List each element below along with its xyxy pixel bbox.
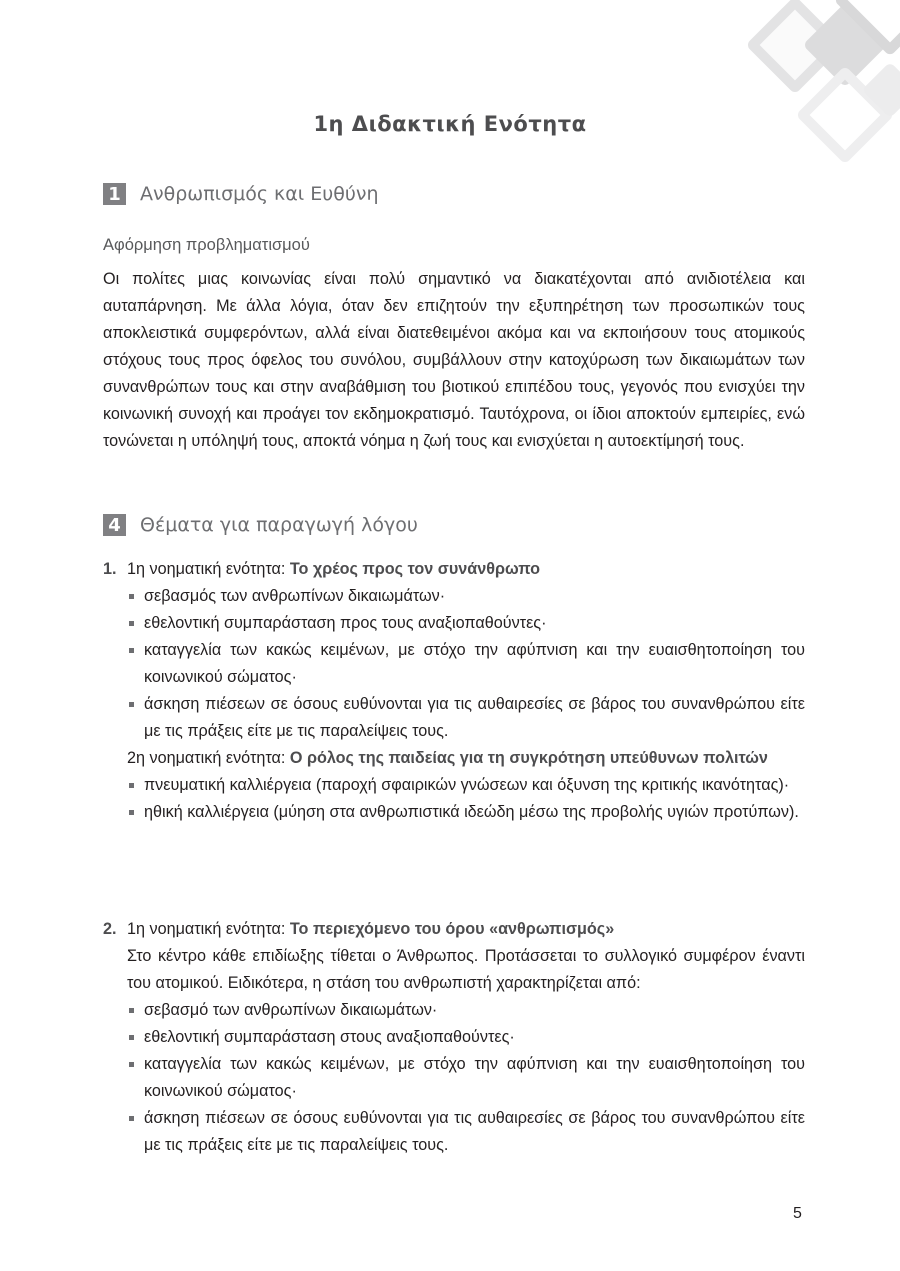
topic-item-1 [103,556,805,826]
item-number: 1. [103,560,117,578]
list-item: άσκηση πιέσεων σε όσους ευθύνονται για τις αυθαιρεσίες σε βάρος του συνανθρώπου είτε με τις πράξεις είτε με τις παραλείψεις τους. [127,1105,805,1159]
section-number-badge: 1 [103,183,126,205]
section-title: Θέματα για παραγωγή λόγου [140,514,418,536]
unit-label: 1η νοηματική ενότητα: [127,560,290,578]
section-title: Ανθρωπισμός και Ευθύνη [140,183,379,205]
list-item: πνευματική καλλιέργεια (παροχή σφαιρικών γνώσεων και όξυνση της κριτικής ικανότητας)· [127,772,805,799]
unit-label: 1η νοηματική ενότητα: [127,920,290,938]
list-item: ηθική καλλιέργεια (μύηση στα ανθρωπιστικά ιδεώδη μέσω της προβολής υγιών προτύπων). [127,799,805,826]
section-number-badge: 4 [103,514,126,536]
intro-paragraph: Οι πολίτες μιας κοινωνίας είναι πολύ σημαντικό να διακατέχονται από ανιδιοτέλεια και αυταπάρνηση. Με άλλα λόγια, όταν δεν επιζητούν την εξυπηρέτηση των προσωπικών τους αποκλειστικά συμφερόντων, αλλά είναι διατεθειμένοι ακόμα και να εκποιήσουν τους ατομικούς στόχους τους προς όφελος του συνόλου, συμβάλλουν στην κατοχύρωση των δικαιωμάτων των συνανθρώπων τους και στην αναβάθμιση του βιοτικού επιπέδου τους, γεγονός που ενισχύει την κοινωνική συνοχή και προάγει τον εκδημοκρατισμό. Ταυτόχρονα, οι ίδιοι αποκτούν εμπειρίες, ενώ τονώνεται η υπόληψή τους, αποκτά νόημα η ζωή τους και ενισχύεται η αυτοεκτίμησή τους. [103,270,805,450]
page-title: 1η Διδακτική Ενότητα [313,112,587,136]
list-item: καταγγελία των κακώς κειμένων, με στόχο την αφύπνιση και την ευαισθητοποίηση του κοινωνικού σώματος· [127,637,805,691]
bullet-list [127,583,805,745]
unit-label: 2η νοηματική ενότητα: [127,749,290,767]
unit-title: Ο ρόλος της παιδείας για τη συγκρότηση υπεύθυνων πολιτών [289,749,768,767]
list-item: εθελοντική συμπαράσταση προς τους αναξιοπαθούντες· [127,610,805,637]
unit-title: Το περιεχόμενο του όρου «ανθρωπισμός» [289,920,615,938]
section-heading-4 [103,514,418,536]
unit-intro: Στο κέντρο κάθε επιδίωξης τίθεται ο Άνθρωπος. Προτάσσεται το συλλογικό συμφέρον έναντι του ατομικού. Ειδικότερα, η στάση του ανθρωπιστή χαρακτηρίζεται από: [127,947,805,992]
list-item: άσκηση πιέσεων σε όσους ευθύνονται για τις αυθαιρεσίες σε βάρος του συνανθρώπου είτε με τις πράξεις είτε με τις παραλείψεις τους. [127,691,805,745]
list-item: εθελοντική συμπαράσταση στους αναξιοπαθούντες· [127,1024,805,1051]
topic-item-2 [103,916,805,1159]
list-item: σεβασμός των ανθρωπίνων δικαιωμάτων· [127,583,805,610]
page-number: 5 [793,1205,802,1222]
unit-title: Το χρέος προς τον συνάνθρωπο [289,560,541,578]
unit-heading [127,745,805,772]
section-heading-1 [103,183,378,205]
unit-heading [127,556,805,583]
list-item: σεβασμό των ανθρωπίνων δικαιωμάτων· [127,997,805,1024]
corner-decoration [700,0,900,180]
subheading: Αφόρμηση προβληματισμού [103,236,310,254]
list-item: καταγγελία των κακώς κειμένων, με στόχο την αφύπνιση και την ευαισθητοποίηση του κοινωνικού σώματος· [127,1051,805,1105]
bullet-list [127,997,805,1159]
bullet-list [127,772,805,826]
item-number: 2. [103,920,117,938]
unit-heading [127,916,805,943]
